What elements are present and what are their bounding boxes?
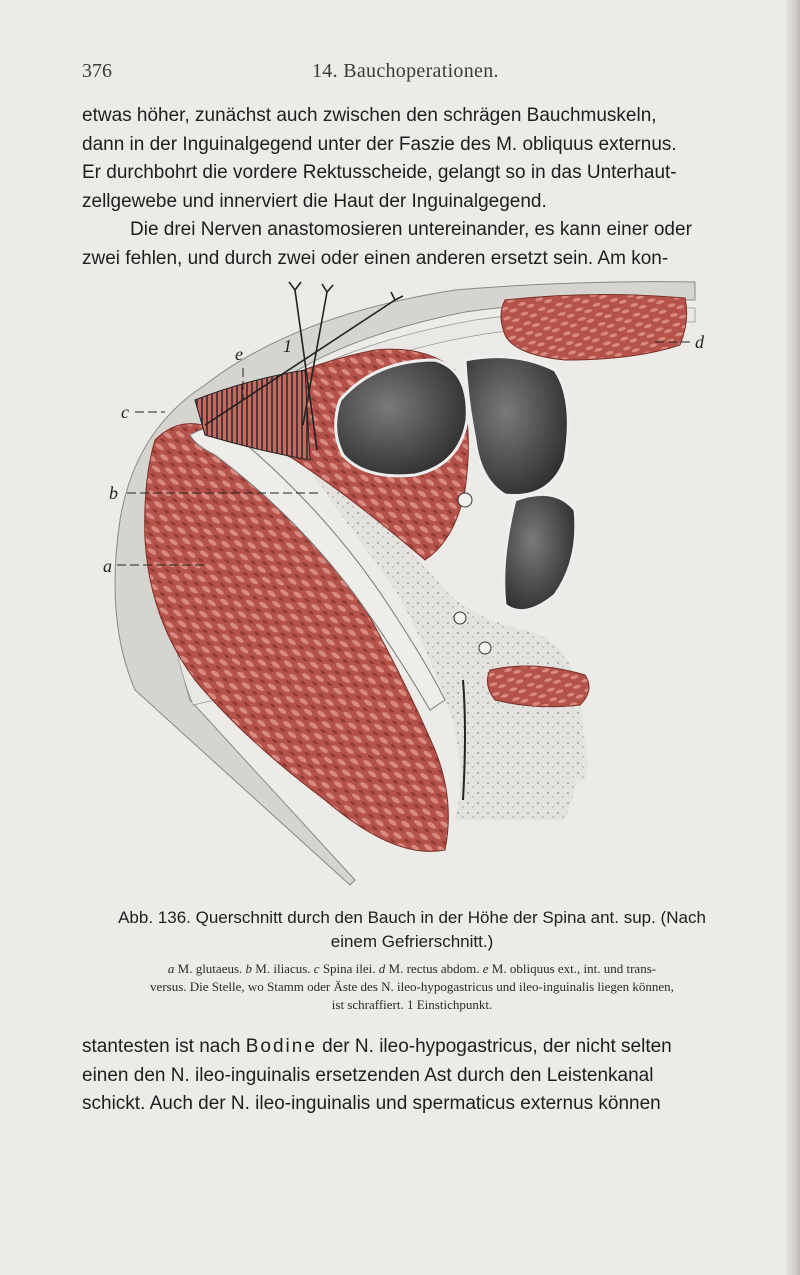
psoas-muscle <box>487 666 589 707</box>
vessel <box>454 612 466 624</box>
caption-title-line1: Abb. 136. Querschnitt durch den Bauch in der Höhe der Spina ant. sup. (Nach <box>118 908 706 927</box>
text-line: dann in der Inguinalgegend unter der Faszie des M. obliquus externus. <box>82 133 677 155</box>
cross-section-illustration <box>95 260 715 900</box>
text-line: einen den N. ileo-inguinalis ersetzenden Ast durch den Leistenkanal <box>82 1064 654 1086</box>
legend-key-e: e <box>482 961 492 976</box>
legend-line2: versus. Die Stelle, wo Stamm oder Äste des N. ileo-hypogastricus und ileo-inguinalis liegen können, <box>150 979 674 994</box>
text-line: Die drei Nerven anastomosieren untereinander, es kann einer oder <box>130 219 692 240</box>
vessel <box>458 493 472 507</box>
text-line: zwei fehlen, und durch zwei oder einen anderen ersetzt sein. Am kon- <box>82 247 669 269</box>
legend-key-b: b <box>245 961 256 976</box>
fig-label-1: 1 <box>283 336 292 356</box>
body-text-top <box>82 102 742 273</box>
caption-title-line2: einem Gefrierschnitt.) <box>330 932 494 951</box>
legend-key-a: a <box>167 961 178 976</box>
legend-text-b: M. iliacus. <box>255 961 314 976</box>
legend-line3: ist schraffiert. 1 Einstichpunkt. <box>331 997 493 1012</box>
fig-label-c: c <box>121 402 129 422</box>
author-name: Bodine <box>245 1036 317 1057</box>
text-fragment: stantesten ist nach <box>82 1036 246 1057</box>
rectus-muscle <box>501 294 687 360</box>
text-line: schickt. Auch der N. ileo-inguinalis und spermaticus externus können <box>82 1093 661 1114</box>
page-number: 376 <box>82 60 112 82</box>
text-line: etwas höher, zunächst auch zwischen den schrägen Bauchmuskeln, <box>82 105 657 126</box>
legend-text-e: M. obliquus ext., int. und trans- <box>491 961 657 976</box>
legend-text-d: M. rectus abdom. <box>388 961 483 976</box>
fig-label-e: e <box>235 344 243 364</box>
intestine-loop-3 <box>504 494 576 610</box>
body-text-bottom <box>82 1033 742 1119</box>
caption-legend <box>82 960 742 1014</box>
legend-text-a: M. glutaeus. <box>177 961 246 976</box>
caption-title <box>82 906 742 954</box>
page-edge <box>786 0 800 1275</box>
intestine-loop-2 <box>465 357 568 496</box>
vessel <box>479 642 491 654</box>
text-line: Er durchbohrt die vordere Rektusscheide, gelangt so in das Unterhaut- <box>82 162 677 183</box>
legend-key-d: d <box>378 961 389 976</box>
text-fragment: der N. ileo-hypogastricus, der nicht selten <box>316 1036 672 1057</box>
running-head <box>82 60 732 90</box>
figure-caption <box>82 906 742 1014</box>
fig-label-b: b <box>109 483 118 503</box>
legend-text-c: Spina ilei. <box>322 961 379 976</box>
anatomical-figure <box>95 260 715 900</box>
fig-label-a: a <box>103 556 112 576</box>
section-title: 14. Bauchoperationen. <box>312 60 499 82</box>
legend-key-c: c <box>313 961 323 976</box>
text-line <box>82 1033 742 1062</box>
text-line: zellgewebe und innerviert die Haut der Inguinalgegend. <box>82 190 547 212</box>
fig-label-d: d <box>695 332 704 352</box>
